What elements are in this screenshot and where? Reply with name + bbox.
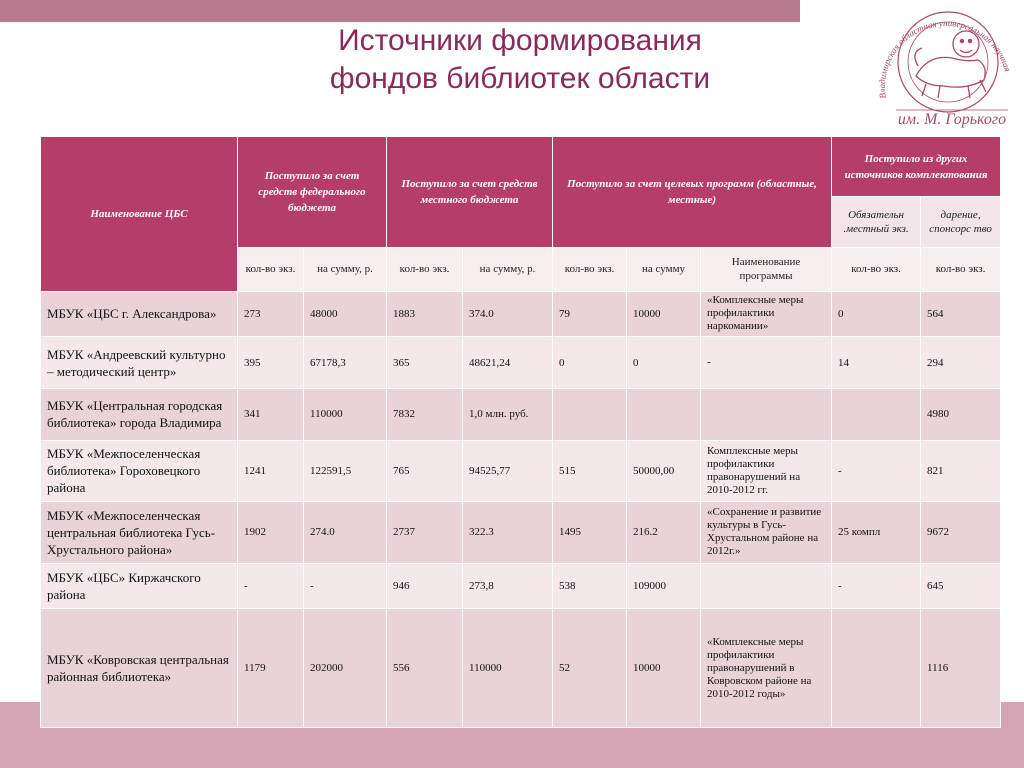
cell-fed-qty: 1902 xyxy=(238,501,304,563)
cell-name: МБУК «Ковровская центральная районная библиотека» xyxy=(41,609,238,728)
cell-prog-sum: 50000,00 xyxy=(627,440,701,501)
top-accent-bar xyxy=(0,0,800,22)
cell-fed-qty: 1179 xyxy=(238,609,304,728)
header-local: Поступило за счет средств местного бюджета xyxy=(387,137,553,248)
cell-loc-sum: 94525,77 xyxy=(463,440,553,501)
cell-loc-qty: 2737 xyxy=(387,501,463,563)
cell-prog-name: «Комплексные меры профилактики правонарушений в Ковровском районе на 2010-2012 годы» xyxy=(701,609,832,728)
page-title xyxy=(250,22,790,98)
cell-prog-qty xyxy=(553,389,627,440)
cell-prog-sum: 0 xyxy=(627,337,701,389)
library-logo xyxy=(856,6,1020,132)
cell-prog-name: «Сохранение и развитие культуры в Гусь-Хрустальном районе на 2012г.» xyxy=(701,501,832,563)
header-programs: Поступило за счет целевых программ (областные, местные) xyxy=(553,137,832,248)
cell-fed-sum: - xyxy=(304,564,387,609)
cell-other-mandatory: 25 компл xyxy=(832,501,921,563)
subheader-prog-sum: на сумму xyxy=(627,247,701,291)
cell-prog-sum: 10000 xyxy=(627,609,701,728)
header-other-mandatory: Обязательн .местный экз. xyxy=(832,197,921,247)
cell-other-gift: 821 xyxy=(921,440,1001,501)
subheader-other-qty-2: кол-во экз. xyxy=(921,247,1001,291)
cell-name: МБУК «Межпоселенческая библиотека» Гороховецкого района xyxy=(41,440,238,501)
cell-loc-qty: 1883 xyxy=(387,291,463,336)
cell-name: МБУК «Центральная городская библиотека» города Владимира xyxy=(41,389,238,440)
cell-loc-qty: 365 xyxy=(387,337,463,389)
header-name: Наименование ЦБС xyxy=(41,137,238,292)
header-other-gift: дарение, спонсорс тво xyxy=(921,197,1001,247)
cell-loc-qty: 765 xyxy=(387,440,463,501)
header-federal: Поступило за счет средств федерального бюджета xyxy=(238,137,387,248)
cell-other-mandatory: 0 xyxy=(832,291,921,336)
library-funds-table xyxy=(40,136,1001,728)
cell-other-mandatory: 14 xyxy=(832,337,921,389)
cell-fed-sum: 67178,3 xyxy=(304,337,387,389)
cell-prog-qty: 0 xyxy=(553,337,627,389)
cell-name: МБУК «Андреевский культурно – методический центр» xyxy=(41,337,238,389)
cell-loc-qty: 556 xyxy=(387,609,463,728)
cell-loc-sum: 48621,24 xyxy=(463,337,553,389)
cell-other-mandatory: - xyxy=(832,440,921,501)
cell-prog-qty: 1495 xyxy=(553,501,627,563)
table-row xyxy=(41,440,1001,501)
cell-prog-name xyxy=(701,564,832,609)
table-row xyxy=(41,564,1001,609)
cell-fed-sum: 110000 xyxy=(304,389,387,440)
cell-prog-qty: 52 xyxy=(553,609,627,728)
cell-loc-sum: 322.3 xyxy=(463,501,553,563)
page-title-line-2: фондов библиотек области xyxy=(329,62,711,95)
subheader-fed-sum: на сумму, р. xyxy=(304,247,387,291)
cell-prog-name: Комплексные меры профилактики правонарушений на 2010-2012 гг. xyxy=(701,440,832,501)
cell-fed-qty: - xyxy=(238,564,304,609)
table-row xyxy=(41,609,1001,728)
cell-prog-sum: 216.2 xyxy=(627,501,701,563)
cell-other-gift: 9672 xyxy=(921,501,1001,563)
table-row xyxy=(41,337,1001,389)
cell-loc-qty: 7832 xyxy=(387,389,463,440)
cell-fed-qty: 273 xyxy=(238,291,304,336)
cell-prog-qty: 515 xyxy=(553,440,627,501)
cell-fed-sum: 274.0 xyxy=(304,501,387,563)
cell-fed-sum: 48000 xyxy=(304,291,387,336)
subheader-prog-qty: кол-во экз. xyxy=(553,247,627,291)
cell-prog-name xyxy=(701,389,832,440)
table-row xyxy=(41,389,1001,440)
cell-fed-qty: 1241 xyxy=(238,440,304,501)
page-title-line-1: Источники формирования xyxy=(338,24,702,57)
library-emblem-icon xyxy=(856,6,1020,132)
header-other: Поступило из других источников комплектования xyxy=(832,137,1001,197)
cell-prog-qty: 79 xyxy=(553,291,627,336)
cell-name: МБУК «ЦБС» Киржачского района xyxy=(41,564,238,609)
table-row xyxy=(41,291,1001,336)
cell-fed-sum: 202000 xyxy=(304,609,387,728)
cell-prog-sum: 10000 xyxy=(627,291,701,336)
subheader-prog-name: Наименование программы xyxy=(701,247,832,291)
logo-caption: им. М. Горького xyxy=(897,111,1007,128)
cell-other-gift: 1116 xyxy=(921,609,1001,728)
logo-ring-text: Владимирская областная универсальная научная xyxy=(876,17,1013,100)
cell-prog-qty: 538 xyxy=(553,564,627,609)
cell-name: МБУК «ЦБС г. Александрова» xyxy=(41,291,238,336)
table-body xyxy=(41,291,1001,727)
cell-prog-sum xyxy=(627,389,701,440)
cell-loc-sum: 273,8 xyxy=(463,564,553,609)
table-row xyxy=(41,501,1001,563)
cell-loc-sum: 374.0 xyxy=(463,291,553,336)
cell-loc-sum: 110000 xyxy=(463,609,553,728)
cell-loc-qty: 946 xyxy=(387,564,463,609)
subheader-fed-qty: кол-во экз. xyxy=(238,247,304,291)
cell-prog-name: «Комплексные меры профилактики наркомании» xyxy=(701,291,832,336)
cell-loc-sum: 1,0 млн. руб. xyxy=(463,389,553,440)
cell-other-gift: 564 xyxy=(921,291,1001,336)
cell-prog-sum: 109000 xyxy=(627,564,701,609)
cell-other-gift: 294 xyxy=(921,337,1001,389)
cell-other-mandatory xyxy=(832,609,921,728)
subheader-other-qty-1: кол-во экз. xyxy=(832,247,921,291)
cell-other-gift: 4980 xyxy=(921,389,1001,440)
cell-fed-qty: 395 xyxy=(238,337,304,389)
subheader-loc-qty: кол-во экз. xyxy=(387,247,463,291)
cell-fed-qty: 341 xyxy=(238,389,304,440)
cell-other-gift: 645 xyxy=(921,564,1001,609)
cell-name: МБУК «Межпоселенческая центральная библиотека Гусь-Хрустального района» xyxy=(41,501,238,563)
cell-fed-sum: 122591,5 xyxy=(304,440,387,501)
cell-other-mandatory xyxy=(832,389,921,440)
cell-prog-name: - xyxy=(701,337,832,389)
subheader-loc-sum: на сумму, р. xyxy=(463,247,553,291)
cell-other-mandatory: - xyxy=(832,564,921,609)
